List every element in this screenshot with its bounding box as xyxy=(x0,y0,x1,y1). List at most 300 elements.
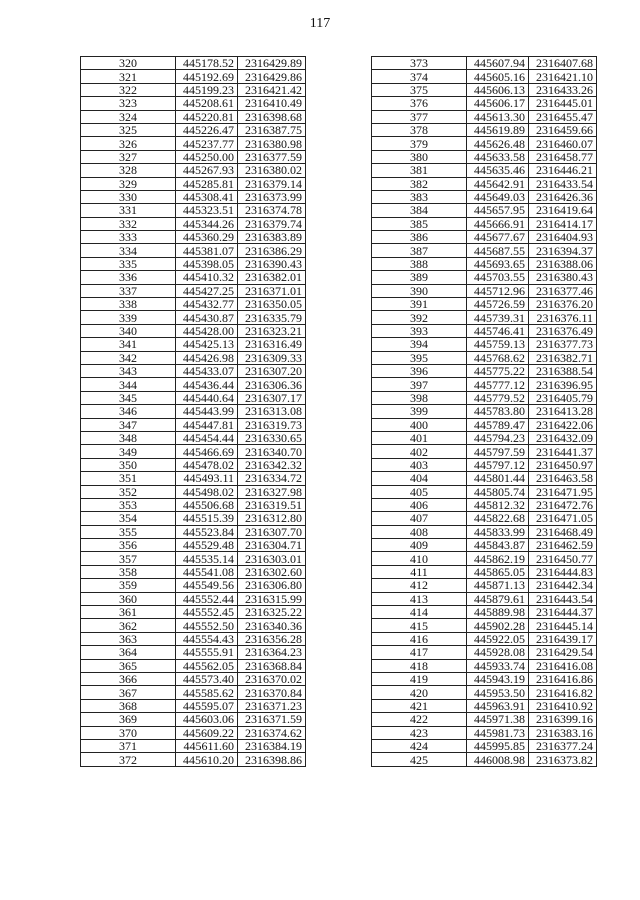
table-row xyxy=(372,405,597,418)
point-number-cell: 417 xyxy=(372,646,467,659)
x-coordinate-cell: 445889.98 xyxy=(467,606,529,619)
table-row xyxy=(81,525,306,538)
coordinates-table-left xyxy=(80,56,306,767)
point-number-cell: 415 xyxy=(372,619,467,632)
x-coordinate-cell: 445199.23 xyxy=(176,83,238,96)
point-number-cell: 408 xyxy=(372,525,467,538)
y-coordinate-cell: 2316416.86 xyxy=(529,672,597,685)
y-coordinate-cell: 2316410.49 xyxy=(238,97,306,110)
y-coordinate-cell: 2316426.36 xyxy=(529,190,597,203)
point-number-cell: 387 xyxy=(372,244,467,257)
point-number-cell: 376 xyxy=(372,97,467,110)
point-number-cell: 370 xyxy=(81,726,176,739)
point-number-cell: 405 xyxy=(372,485,467,498)
table-row xyxy=(372,364,597,377)
y-coordinate-cell: 2316312.80 xyxy=(238,512,306,525)
point-number-cell: 346 xyxy=(81,405,176,418)
y-coordinate-cell: 2316304.71 xyxy=(238,539,306,552)
x-coordinate-cell: 445981.73 xyxy=(467,726,529,739)
point-number-cell: 399 xyxy=(372,405,467,418)
y-coordinate-cell: 2316413.28 xyxy=(529,405,597,418)
point-number-cell: 366 xyxy=(81,672,176,685)
table-row xyxy=(372,552,597,565)
table-row xyxy=(81,177,306,190)
table-row xyxy=(81,498,306,511)
x-coordinate-cell: 445971.38 xyxy=(467,713,529,726)
point-number-cell: 367 xyxy=(81,686,176,699)
table-row xyxy=(81,164,306,177)
table-row xyxy=(81,244,306,257)
y-coordinate-cell: 2316335.79 xyxy=(238,311,306,324)
point-number-cell: 345 xyxy=(81,391,176,404)
y-coordinate-cell: 2316379.14 xyxy=(238,177,306,190)
y-coordinate-cell: 2316433.26 xyxy=(529,83,597,96)
x-coordinate-cell: 445426.98 xyxy=(176,351,238,364)
point-number-cell: 392 xyxy=(372,311,467,324)
point-number-cell: 355 xyxy=(81,525,176,538)
point-number-cell: 382 xyxy=(372,177,467,190)
y-coordinate-cell: 2316307.17 xyxy=(238,391,306,404)
x-coordinate-cell: 445805.74 xyxy=(467,485,529,498)
x-coordinate-cell: 445657.95 xyxy=(467,204,529,217)
x-coordinate-cell: 445610.20 xyxy=(176,753,238,766)
table-row xyxy=(372,57,597,70)
table-row xyxy=(372,472,597,485)
point-number-cell: 401 xyxy=(372,431,467,444)
x-coordinate-cell: 445220.81 xyxy=(176,110,238,123)
x-coordinate-cell: 445801.44 xyxy=(467,472,529,485)
coordinates-table-right xyxy=(371,56,597,767)
y-coordinate-cell: 2316388.54 xyxy=(529,364,597,377)
x-coordinate-cell: 445428.00 xyxy=(176,324,238,337)
y-coordinate-cell: 2316323.21 xyxy=(238,324,306,337)
x-coordinate-cell: 445712.96 xyxy=(467,284,529,297)
point-number-cell: 423 xyxy=(372,726,467,739)
table-row xyxy=(81,552,306,565)
x-coordinate-cell: 445573.40 xyxy=(176,672,238,685)
x-coordinate-cell: 445535.14 xyxy=(176,552,238,565)
y-coordinate-cell: 2316307.20 xyxy=(238,364,306,377)
table-row xyxy=(372,324,597,337)
x-coordinate-cell: 445995.85 xyxy=(467,739,529,752)
table-row xyxy=(372,431,597,444)
table-row xyxy=(372,753,597,766)
table-row xyxy=(372,257,597,270)
table-row xyxy=(81,619,306,632)
y-coordinate-cell: 2316376.49 xyxy=(529,324,597,337)
point-number-cell: 353 xyxy=(81,498,176,511)
x-coordinate-cell: 445267.93 xyxy=(176,164,238,177)
point-number-cell: 424 xyxy=(372,739,467,752)
y-coordinate-cell: 2316373.99 xyxy=(238,190,306,203)
x-coordinate-cell: 445871.13 xyxy=(467,579,529,592)
table-row xyxy=(372,217,597,230)
table-row xyxy=(372,458,597,471)
point-number-cell: 354 xyxy=(81,512,176,525)
point-number-cell: 340 xyxy=(81,324,176,337)
point-number-cell: 381 xyxy=(372,164,467,177)
x-coordinate-cell: 445633.58 xyxy=(467,150,529,163)
table-row xyxy=(81,672,306,685)
table-row xyxy=(81,137,306,150)
table-row xyxy=(372,284,597,297)
y-coordinate-cell: 2316319.51 xyxy=(238,498,306,511)
y-coordinate-cell: 2316471.95 xyxy=(529,485,597,498)
table-row xyxy=(372,659,597,672)
point-number-cell: 406 xyxy=(372,498,467,511)
x-coordinate-cell: 445812.32 xyxy=(467,498,529,511)
y-coordinate-cell: 2316429.54 xyxy=(529,646,597,659)
x-coordinate-cell: 445493.11 xyxy=(176,472,238,485)
x-coordinate-cell: 445922.05 xyxy=(467,632,529,645)
x-coordinate-cell: 445933.74 xyxy=(467,659,529,672)
table-row xyxy=(372,606,597,619)
x-coordinate-cell: 445344.26 xyxy=(176,217,238,230)
table-row xyxy=(372,739,597,752)
point-number-cell: 359 xyxy=(81,579,176,592)
table-row xyxy=(81,324,306,337)
table-row xyxy=(81,123,306,136)
table-row xyxy=(372,418,597,431)
x-coordinate-cell: 445381.07 xyxy=(176,244,238,257)
y-coordinate-cell: 2316458.77 xyxy=(529,150,597,163)
y-coordinate-cell: 2316374.78 xyxy=(238,204,306,217)
table-row xyxy=(372,672,597,685)
x-coordinate-cell: 445410.32 xyxy=(176,271,238,284)
y-coordinate-cell: 2316327.98 xyxy=(238,485,306,498)
table-row xyxy=(372,391,597,404)
table-row xyxy=(372,498,597,511)
point-number-cell: 421 xyxy=(372,699,467,712)
point-number-cell: 413 xyxy=(372,592,467,605)
point-number-cell: 425 xyxy=(372,753,467,766)
x-coordinate-cell: 445308.41 xyxy=(176,190,238,203)
table-row xyxy=(372,177,597,190)
y-coordinate-cell: 2316356.28 xyxy=(238,632,306,645)
y-coordinate-cell: 2316387.75 xyxy=(238,123,306,136)
x-coordinate-cell: 445447.81 xyxy=(176,418,238,431)
table-row xyxy=(372,686,597,699)
x-coordinate-cell: 445552.45 xyxy=(176,606,238,619)
y-coordinate-cell: 2316371.01 xyxy=(238,284,306,297)
table-row xyxy=(372,539,597,552)
table-row xyxy=(372,713,597,726)
y-coordinate-cell: 2316444.37 xyxy=(529,606,597,619)
table-row xyxy=(372,271,597,284)
point-number-cell: 322 xyxy=(81,83,176,96)
x-coordinate-cell: 445585.62 xyxy=(176,686,238,699)
x-coordinate-cell: 445478.02 xyxy=(176,458,238,471)
y-coordinate-cell: 2316340.36 xyxy=(238,619,306,632)
x-coordinate-cell: 445192.69 xyxy=(176,70,238,83)
y-coordinate-cell: 2316404.93 xyxy=(529,231,597,244)
point-number-cell: 380 xyxy=(372,150,467,163)
x-coordinate-cell: 445775.22 xyxy=(467,364,529,377)
point-number-cell: 389 xyxy=(372,271,467,284)
x-coordinate-cell: 445430.87 xyxy=(176,311,238,324)
table-row xyxy=(372,699,597,712)
x-coordinate-cell: 445440.64 xyxy=(176,391,238,404)
x-coordinate-cell: 445595.07 xyxy=(176,699,238,712)
y-coordinate-cell: 2316380.43 xyxy=(529,271,597,284)
table-row xyxy=(81,686,306,699)
x-coordinate-cell: 445879.61 xyxy=(467,592,529,605)
table-row xyxy=(372,565,597,578)
table-row xyxy=(372,70,597,83)
x-coordinate-cell: 445606.17 xyxy=(467,97,529,110)
y-coordinate-cell: 2316303.01 xyxy=(238,552,306,565)
x-coordinate-cell: 445768.62 xyxy=(467,351,529,364)
table-row xyxy=(81,539,306,552)
table-row xyxy=(372,231,597,244)
point-number-cell: 419 xyxy=(372,672,467,685)
table-row xyxy=(81,699,306,712)
y-coordinate-cell: 2316472.76 xyxy=(529,498,597,511)
point-number-cell: 398 xyxy=(372,391,467,404)
x-coordinate-cell: 445642.91 xyxy=(467,177,529,190)
table-row xyxy=(372,378,597,391)
y-coordinate-cell: 2316455.47 xyxy=(529,110,597,123)
x-coordinate-cell: 445454.44 xyxy=(176,431,238,444)
table-row xyxy=(81,190,306,203)
table-row xyxy=(81,726,306,739)
table-row xyxy=(81,378,306,391)
point-number-cell: 352 xyxy=(81,485,176,498)
table-row xyxy=(81,150,306,163)
table-row xyxy=(81,606,306,619)
point-number-cell: 377 xyxy=(372,110,467,123)
table-row xyxy=(372,311,597,324)
point-number-cell: 320 xyxy=(81,57,176,70)
y-coordinate-cell: 2316390.43 xyxy=(238,257,306,270)
point-number-cell: 391 xyxy=(372,298,467,311)
point-number-cell: 368 xyxy=(81,699,176,712)
table-row xyxy=(372,632,597,645)
y-coordinate-cell: 2316405.79 xyxy=(529,391,597,404)
x-coordinate-cell: 445541.08 xyxy=(176,565,238,578)
x-coordinate-cell: 445605.16 xyxy=(467,70,529,83)
y-coordinate-cell: 2316306.80 xyxy=(238,579,306,592)
x-coordinate-cell: 445739.31 xyxy=(467,311,529,324)
x-coordinate-cell: 445746.41 xyxy=(467,324,529,337)
y-coordinate-cell: 2316368.84 xyxy=(238,659,306,672)
table-row xyxy=(372,83,597,96)
x-coordinate-cell: 445928.08 xyxy=(467,646,529,659)
point-number-cell: 329 xyxy=(81,177,176,190)
point-number-cell: 349 xyxy=(81,445,176,458)
y-coordinate-cell: 2316446.21 xyxy=(529,164,597,177)
table-row xyxy=(372,150,597,163)
y-coordinate-cell: 2316463.58 xyxy=(529,472,597,485)
table-row xyxy=(372,485,597,498)
table-row xyxy=(372,244,597,257)
x-coordinate-cell: 445794.23 xyxy=(467,431,529,444)
y-coordinate-cell: 2316350.05 xyxy=(238,298,306,311)
y-coordinate-cell: 2316334.72 xyxy=(238,472,306,485)
y-coordinate-cell: 2316340.70 xyxy=(238,445,306,458)
x-coordinate-cell: 445285.81 xyxy=(176,177,238,190)
point-number-cell: 321 xyxy=(81,70,176,83)
table-row xyxy=(81,351,306,364)
y-coordinate-cell: 2316316.49 xyxy=(238,338,306,351)
x-coordinate-cell: 445178.52 xyxy=(176,57,238,70)
y-coordinate-cell: 2316421.42 xyxy=(238,83,306,96)
x-coordinate-cell: 445515.39 xyxy=(176,512,238,525)
y-coordinate-cell: 2316433.54 xyxy=(529,177,597,190)
table-row xyxy=(372,97,597,110)
y-coordinate-cell: 2316398.68 xyxy=(238,110,306,123)
y-coordinate-cell: 2316445.14 xyxy=(529,619,597,632)
table-row xyxy=(372,164,597,177)
table-row xyxy=(81,57,306,70)
x-coordinate-cell: 445552.50 xyxy=(176,619,238,632)
y-coordinate-cell: 2316450.97 xyxy=(529,458,597,471)
y-coordinate-cell: 2316379.74 xyxy=(238,217,306,230)
point-number-cell: 356 xyxy=(81,539,176,552)
table-row xyxy=(81,204,306,217)
point-number-cell: 328 xyxy=(81,164,176,177)
table-row xyxy=(81,391,306,404)
y-coordinate-cell: 2316319.73 xyxy=(238,418,306,431)
table-row xyxy=(372,137,597,150)
y-coordinate-cell: 2316419.64 xyxy=(529,204,597,217)
x-coordinate-cell: 445250.00 xyxy=(176,150,238,163)
point-number-cell: 337 xyxy=(81,284,176,297)
y-coordinate-cell: 2316439.17 xyxy=(529,632,597,645)
point-number-cell: 326 xyxy=(81,137,176,150)
y-coordinate-cell: 2316382.01 xyxy=(238,271,306,284)
point-number-cell: 364 xyxy=(81,646,176,659)
point-number-cell: 414 xyxy=(372,606,467,619)
point-number-cell: 403 xyxy=(372,458,467,471)
table-row xyxy=(81,713,306,726)
y-coordinate-cell: 2316376.11 xyxy=(529,311,597,324)
y-coordinate-cell: 2316377.73 xyxy=(529,338,597,351)
x-coordinate-cell: 445609.22 xyxy=(176,726,238,739)
point-number-cell: 393 xyxy=(372,324,467,337)
y-coordinate-cell: 2316306.36 xyxy=(238,378,306,391)
y-coordinate-cell: 2316410.92 xyxy=(529,699,597,712)
y-coordinate-cell: 2316459.66 xyxy=(529,123,597,136)
table-row xyxy=(81,311,306,324)
point-number-cell: 410 xyxy=(372,552,467,565)
point-number-cell: 342 xyxy=(81,351,176,364)
x-coordinate-cell: 445953.50 xyxy=(467,686,529,699)
point-number-cell: 358 xyxy=(81,565,176,578)
table-row xyxy=(81,298,306,311)
point-number-cell: 385 xyxy=(372,217,467,230)
y-coordinate-cell: 2316309.33 xyxy=(238,351,306,364)
table-row xyxy=(81,338,306,351)
y-coordinate-cell: 2316377.24 xyxy=(529,739,597,752)
table-row xyxy=(372,579,597,592)
x-coordinate-cell: 445613.30 xyxy=(467,110,529,123)
table-row xyxy=(372,298,597,311)
x-coordinate-cell: 445635.46 xyxy=(467,164,529,177)
y-coordinate-cell: 2316325.22 xyxy=(238,606,306,619)
point-number-cell: 369 xyxy=(81,713,176,726)
table-row xyxy=(81,284,306,297)
point-number-cell: 360 xyxy=(81,592,176,605)
y-coordinate-cell: 2316342.32 xyxy=(238,458,306,471)
point-number-cell: 371 xyxy=(81,739,176,752)
x-coordinate-cell: 445237.77 xyxy=(176,137,238,150)
point-number-cell: 395 xyxy=(372,351,467,364)
table-row xyxy=(372,646,597,659)
point-number-cell: 350 xyxy=(81,458,176,471)
x-coordinate-cell: 445963.91 xyxy=(467,699,529,712)
point-number-cell: 378 xyxy=(372,123,467,136)
x-coordinate-cell: 445607.94 xyxy=(467,57,529,70)
point-number-cell: 396 xyxy=(372,364,467,377)
table-row xyxy=(81,646,306,659)
point-number-cell: 407 xyxy=(372,512,467,525)
y-coordinate-cell: 2316388.06 xyxy=(529,257,597,270)
x-coordinate-cell: 445779.52 xyxy=(467,391,529,404)
y-coordinate-cell: 2316398.86 xyxy=(238,753,306,766)
point-number-cell: 332 xyxy=(81,217,176,230)
y-coordinate-cell: 2316386.29 xyxy=(238,244,306,257)
table-row xyxy=(372,525,597,538)
y-coordinate-cell: 2316371.23 xyxy=(238,699,306,712)
point-number-cell: 375 xyxy=(372,83,467,96)
y-coordinate-cell: 2316443.54 xyxy=(529,592,597,605)
table-row xyxy=(372,351,597,364)
y-coordinate-cell: 2316394.37 xyxy=(529,244,597,257)
y-coordinate-cell: 2316432.09 xyxy=(529,431,597,444)
x-coordinate-cell: 445759.13 xyxy=(467,338,529,351)
y-coordinate-cell: 2316307.70 xyxy=(238,525,306,538)
y-coordinate-cell: 2316422.06 xyxy=(529,418,597,431)
table-row xyxy=(81,512,306,525)
point-number-cell: 372 xyxy=(81,753,176,766)
x-coordinate-cell: 445687.55 xyxy=(467,244,529,257)
x-coordinate-cell: 445843.87 xyxy=(467,539,529,552)
x-coordinate-cell: 445552.44 xyxy=(176,592,238,605)
table-row xyxy=(372,110,597,123)
table-row xyxy=(372,445,597,458)
y-coordinate-cell: 2316471.05 xyxy=(529,512,597,525)
x-coordinate-cell: 445797.59 xyxy=(467,445,529,458)
point-number-cell: 338 xyxy=(81,298,176,311)
x-coordinate-cell: 446008.98 xyxy=(467,753,529,766)
y-coordinate-cell: 2316377.46 xyxy=(529,284,597,297)
y-coordinate-cell: 2316315.99 xyxy=(238,592,306,605)
y-coordinate-cell: 2316429.89 xyxy=(238,57,306,70)
point-number-cell: 351 xyxy=(81,472,176,485)
x-coordinate-cell: 445506.68 xyxy=(176,498,238,511)
y-coordinate-cell: 2316364.23 xyxy=(238,646,306,659)
table-row xyxy=(81,83,306,96)
x-coordinate-cell: 445777.12 xyxy=(467,378,529,391)
y-coordinate-cell: 2316460.07 xyxy=(529,137,597,150)
x-coordinate-cell: 445603.06 xyxy=(176,713,238,726)
point-number-cell: 335 xyxy=(81,257,176,270)
table-row xyxy=(81,472,306,485)
x-coordinate-cell: 445943.19 xyxy=(467,672,529,685)
x-coordinate-cell: 445865.05 xyxy=(467,565,529,578)
table-row xyxy=(372,592,597,605)
point-number-cell: 357 xyxy=(81,552,176,565)
point-number-cell: 394 xyxy=(372,338,467,351)
y-coordinate-cell: 2316380.02 xyxy=(238,164,306,177)
point-number-cell: 327 xyxy=(81,150,176,163)
x-coordinate-cell: 445323.51 xyxy=(176,204,238,217)
point-number-cell: 418 xyxy=(372,659,467,672)
x-coordinate-cell: 445862.19 xyxy=(467,552,529,565)
point-number-cell: 339 xyxy=(81,311,176,324)
y-coordinate-cell: 2316374.62 xyxy=(238,726,306,739)
